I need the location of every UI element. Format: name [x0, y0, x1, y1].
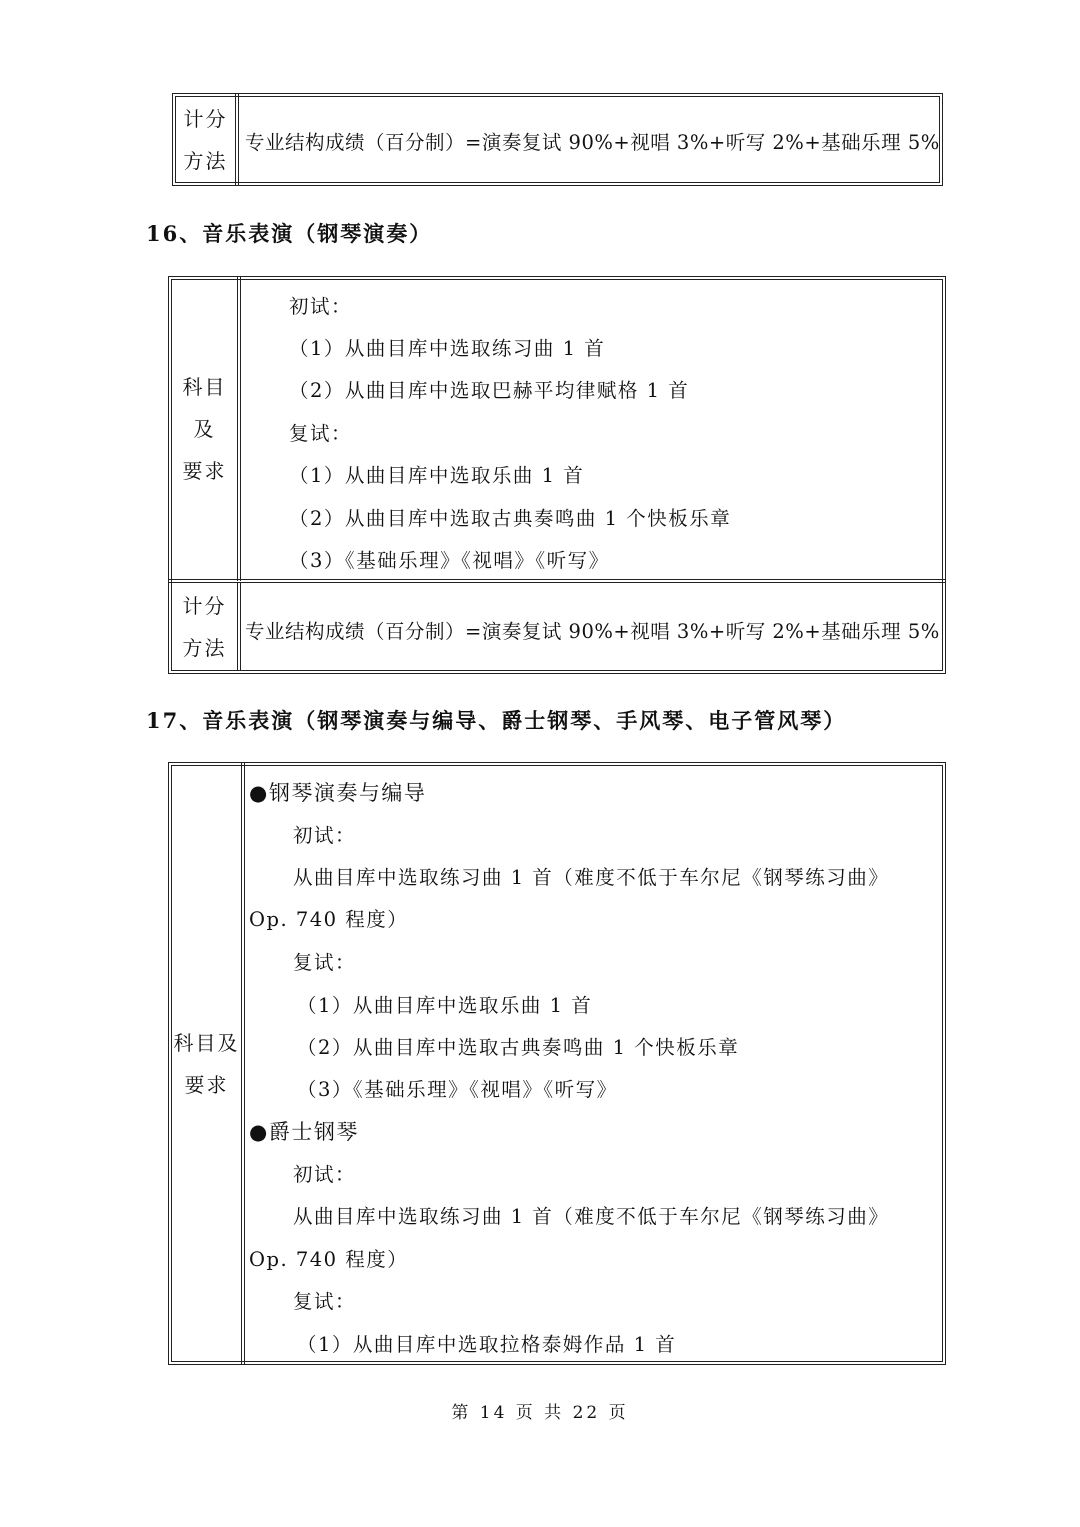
subject-label-line1: 科目 [182, 375, 227, 399]
subject-label-cell [169, 277, 241, 581]
requirement-line: 复试： [293, 951, 357, 974]
section-16-heading: 16、音乐表演（钢琴演奏） [146, 221, 433, 246]
scoring-formula-cell [239, 94, 942, 185]
requirement-line: 从曲目库中选取练习曲 1 首（难度不低于车尔尼《钢琴练习曲》 [293, 866, 890, 889]
scoring-formula: 专业结构成绩（百分制）=演奏复试 90%+视唱 3%+听写 2%+基础乐理 5% [245, 131, 940, 154]
scoring-label-cell [173, 94, 239, 185]
scoring-row [169, 583, 945, 671]
requirement-line: Op. 740 程度） [249, 1248, 409, 1271]
requirement-line: Op. 740 程度） [249, 908, 409, 931]
requirement-line: （3）《基础乐理》《视唱》《听写》 [297, 1078, 618, 1101]
subjects-row [169, 277, 945, 581]
subject-label-line2: 及 [193, 417, 216, 441]
requirement-line: 复试： [289, 422, 353, 445]
requirement-line: （2）从曲目库中选取巴赫平均律赋格 1 首 [289, 379, 690, 402]
category-heading: ●爵士钢琴 [249, 1120, 359, 1144]
subject-label-line2: 要求 [184, 1072, 229, 1097]
category-heading: ●钢琴演奏与编导 [249, 781, 427, 805]
row-divider [169, 579, 945, 580]
subject-label-cell [169, 763, 245, 1364]
requirement-line: 复试： [293, 1290, 357, 1313]
requirement-line: 从曲目库中选取练习曲 1 首（难度不低于车尔尼《钢琴练习曲》 [293, 1205, 890, 1228]
subject-content-cell [245, 763, 945, 1364]
scoring-label-line1: 计分 [182, 594, 227, 618]
requirement-line: （3）《基础乐理》《视唱》《听写》 [289, 549, 610, 572]
scoring-label-line2: 方法 [183, 148, 228, 173]
section-17-heading: 17、音乐表演（钢琴演奏与编导、爵士钢琴、手风琴、电子管风琴） [146, 708, 847, 733]
requirement-line: （2）从曲目库中选取古典奏鸣曲 1 个快板乐章 [297, 1036, 740, 1059]
requirement-line: （1）从曲目库中选取练习曲 1 首 [289, 337, 606, 360]
section-16-table [168, 276, 946, 674]
requirement-line: （2）从曲目库中选取古典奏鸣曲 1 个快板乐章 [289, 507, 732, 530]
scoring-formula-cell [241, 583, 945, 671]
scoring-label-line1: 计分 [183, 106, 228, 131]
requirement-line: 初试： [293, 1163, 357, 1186]
scoring-label-cell [169, 583, 241, 671]
scoring-label-line2: 方法 [182, 636, 227, 660]
subject-label-line3: 要求 [182, 459, 227, 483]
page-footer: 第 14 页 共 22 页 [451, 1403, 629, 1423]
scoring-table-top [172, 93, 943, 186]
requirement-line: 初试： [293, 824, 357, 847]
requirement-line: （1）从曲目库中选取拉格泰姆作品 1 首 [297, 1333, 677, 1356]
subject-label-line1: 科目及 [173, 1030, 240, 1055]
requirement-line: 初试： [289, 295, 353, 318]
scoring-formula: 专业结构成绩（百分制）=演奏复试 90%+视唱 3%+听写 2%+基础乐理 5% [245, 620, 940, 643]
section-17-table [168, 762, 946, 1365]
requirement-line: （1）从曲目库中选取乐曲 1 首 [297, 994, 593, 1017]
requirement-line: （1）从曲目库中选取乐曲 1 首 [289, 464, 585, 487]
subject-content-cell [241, 277, 945, 581]
